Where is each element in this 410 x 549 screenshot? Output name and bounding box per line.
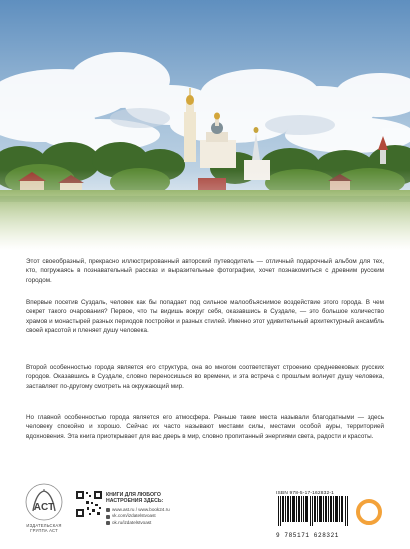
description-paragraph-1: Этот своеобразный, прекрасно иллюстрированный авторский путеводитель — отличный подарочный альбом для тех, кто, погружаясь в познавательный рассказ и выразительные фотографии, хочет познакомиться с древним русским городом. (26, 258, 384, 284)
link-website[interactable]: www.ast.ru / www.book24.ru (106, 507, 216, 513)
qr-code-icon (75, 490, 103, 518)
age-rating-icon (356, 499, 382, 525)
barcode-icon (276, 496, 352, 526)
vk-icon (106, 515, 110, 519)
description-paragraph-4: Но главной особенностью города является его атмосфера. Раньше такие места называли благодатными — здесь человеку спокойно и хорошо. Сейчас их часто называют местами силы, местами особой ауры, территорией вдохновения. Эта книга приоткрывает для вас дверь в мир, словно пропитанный энергиями света, радости и красоты. (26, 414, 384, 440)
barcode-block (276, 491, 352, 539)
description-paragraph-2: Впервые посетив Суздаль, человек как бы попадает под сильное малообъяснимое воздействие этого города. В чем секрет такого очарования? Первое, что ты видишь вокруг себя, оказавшись в Суздале, — это большое количество храмов и монастырей разных периодов постройки и разных стилей. Именно этот удивительный архитектурный ансамбль своей красотой и пленяет душу человека. (26, 299, 384, 335)
barcode-number: 9 785171 628321 (276, 532, 340, 539)
ast-logo-text: ACT (33, 502, 55, 513)
link-ok[interactable]: ok.ru/izdatelstvoast (106, 520, 216, 526)
ast-logo (25, 483, 63, 521)
cover-photo-suzdal (0, 0, 410, 250)
web-icon (106, 508, 110, 512)
ok-icon (106, 521, 110, 525)
description-paragraph-3: Второй особенностью города является его структура, она во многом соответствует строению средневековых русских городов. Оказавшись в Суздале, словно переносишься во времени, и эта встреча с прошлым волнует душу человека, заставляет по-другому смотреть на окружающий мир. (26, 364, 384, 390)
publisher-tagline: КНИГИ ДЛЯ ЛЮБОГО НАСТРОЕНИЯ ЗДЕСЬ: (106, 492, 164, 505)
link-vk[interactable]: vk.com/izdatelstvoast (106, 513, 216, 519)
publisher-caption: ИЗДАТЕЛЬСКАЯ ГРУППА АСТ (26, 523, 62, 533)
publisher-links (106, 507, 216, 526)
isbn-label: ISBN 978-5-17-162832-1 (276, 491, 334, 496)
